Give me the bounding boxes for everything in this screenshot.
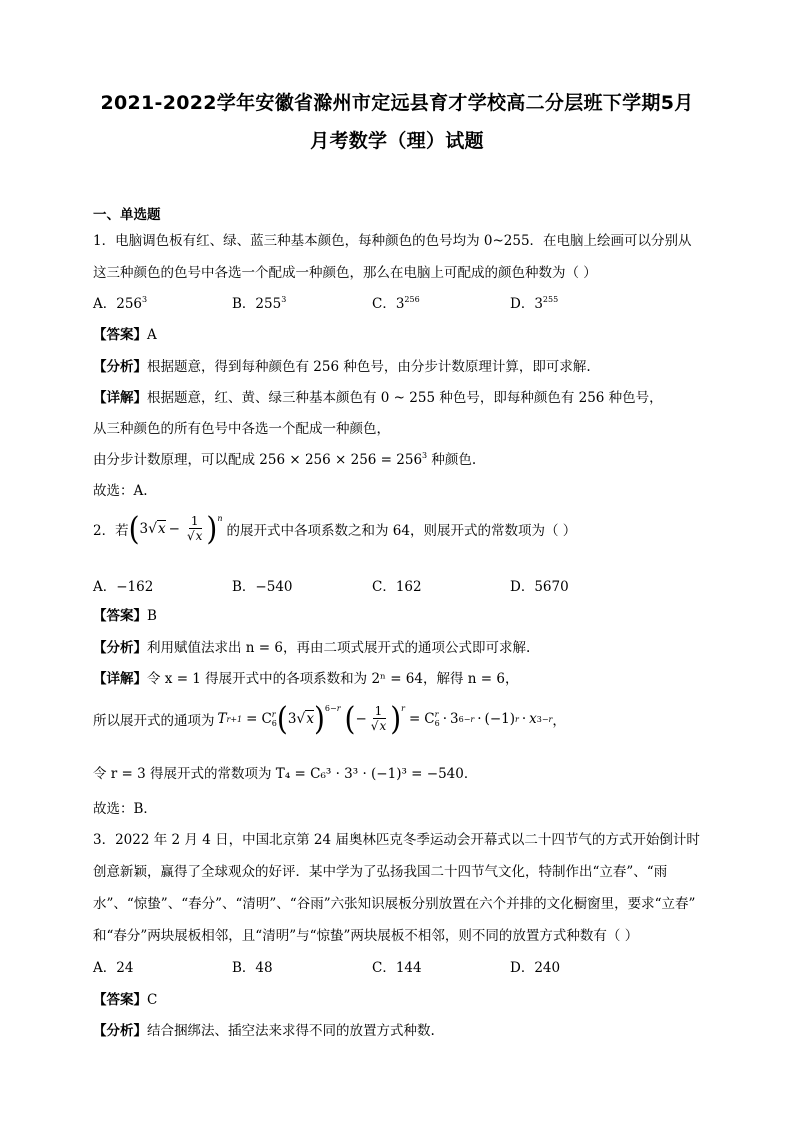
q1-detail-line-2: 从三种颜色的所有色号中各选一个配成一种颜色， — [93, 421, 390, 437]
q1-analysis: 【分析】根据题意，得到每种颜色有 256 种色号，由分步计数原理计算，即可求解. — [93, 359, 591, 375]
q3-option-d: D．240 — [510, 960, 561, 976]
section-heading: 一、单选题 — [93, 207, 161, 223]
q2-analysis: 【分析】利用赋值法求出 n = 6，再由二项式展开式的通项公式即可求解. — [93, 640, 531, 656]
q2-expression-left-paren: ( — [128, 509, 140, 548]
q2-option-a: A．−162 — [93, 579, 154, 595]
q3-stem-line-1: 3．2022 年 2 月 4 日，中国北京第 24 届奥林匹克冬季运动会开幕式以二十四节气的方式开始倒计时 — [93, 832, 700, 848]
q3-analysis: 【分析】结合捆绑法、插空法来求得不同的放置方式种数. — [93, 1023, 435, 1039]
q3-stem-line-2: 创意新颖，赢得了全球观众的好评．某中学为了弘扬我国二十四节气文化，特制作出“立春”、“雨 — [93, 864, 668, 880]
q2-answer: 【答案】B — [93, 608, 157, 624]
page-title-line-2: 月考数学（理）试题 — [310, 130, 484, 152]
q1-choose: 故选：A. — [93, 483, 148, 499]
q1-option-b: B．$255^3$ — [232, 295, 287, 312]
q2-detail-line-1: 【详解】令 x = 1 得展开式中的各项系数和为 2ⁿ = 64，解得 n = 6， — [93, 671, 519, 687]
q3-answer: 【答案】C — [93, 992, 158, 1008]
q3-stem-line-4: 和“春分”两块展板相邻，且“清明”与“惊蛰”两块展板不相邻，则不同的放置方式种数有（ ） — [93, 928, 639, 944]
q2-expression-right-paren: ) — [206, 509, 218, 548]
q3-option-c: C．144 — [372, 960, 422, 976]
q1-option-c: C．$3^{256}$ — [372, 295, 420, 312]
q2-general-term: 所以展开式的通项为 T r+1 = C r 6 ( 3√x ) $^{6-r}$ ( − $\frac{1}{√x}$ ) $^r$ = C r 6 · 3 6−r · (−1) r · x 3−r ， — [93, 699, 566, 738]
q3-option-b: B．48 — [232, 960, 273, 976]
q2-detail-line-3: 令 r = 3 得展开式的常数项为 T₄ = C₆³ · 3³ · (−1)³ = −540． — [93, 766, 478, 782]
q1-stem-line-2: 这三种颜色的色号中各选一个配成一种颜色，那么在电脑上可配成的颜色种数为（ ） — [93, 265, 597, 281]
q2-option-d: D．5670 — [510, 579, 569, 595]
q2-stem: 2．若 ( 3√x − $\frac{1}{√x}$ ) $^n$ 的展开式中各项系数之和为 64，则展开式的常数项为（ ） — [93, 509, 577, 548]
q1-stem-line-1: 1．电脑调色板有红、绿、蓝三种基本颜色，每种颜色的色号均为 0~255．在电脑上绘画可以分别从 — [93, 233, 692, 249]
q2-option-b: B．−540 — [232, 579, 293, 595]
q1-detail-line-3: 由分步计数原理，可以配成 $256 \times 256 \times 256 = 256^3$ 种颜色. — [93, 451, 477, 468]
q1-detail-line-1: 【详解】根据题意，红、黄、绿三种基本颜色有 0 ~ 255 种色号，即每种颜色有 256 种色号， — [93, 390, 663, 406]
q2-fraction: $\frac{1}{√x}$ — [186, 514, 203, 543]
q1-option-d: D．$3^{255}$ — [510, 295, 559, 312]
q3-stem-line-3: 水”、“惊蛰”、“春分”、“清明”、“谷雨”六张知识展板分别放置在六个并排的文化橱窗里，要求“立春” — [93, 896, 696, 912]
q1-option-a: A．$256^3$ — [93, 295, 148, 312]
q2-option-c: C．162 — [372, 579, 422, 595]
q2-choose: 故选：B． — [93, 801, 157, 817]
page-title-line-1: 2021-2022学年安徽省滁州市定远县育才学校高二分层班下学期5月 — [100, 92, 694, 114]
q1-answer: 【答案】A — [93, 327, 157, 343]
q3-option-a: A．24 — [93, 960, 134, 976]
